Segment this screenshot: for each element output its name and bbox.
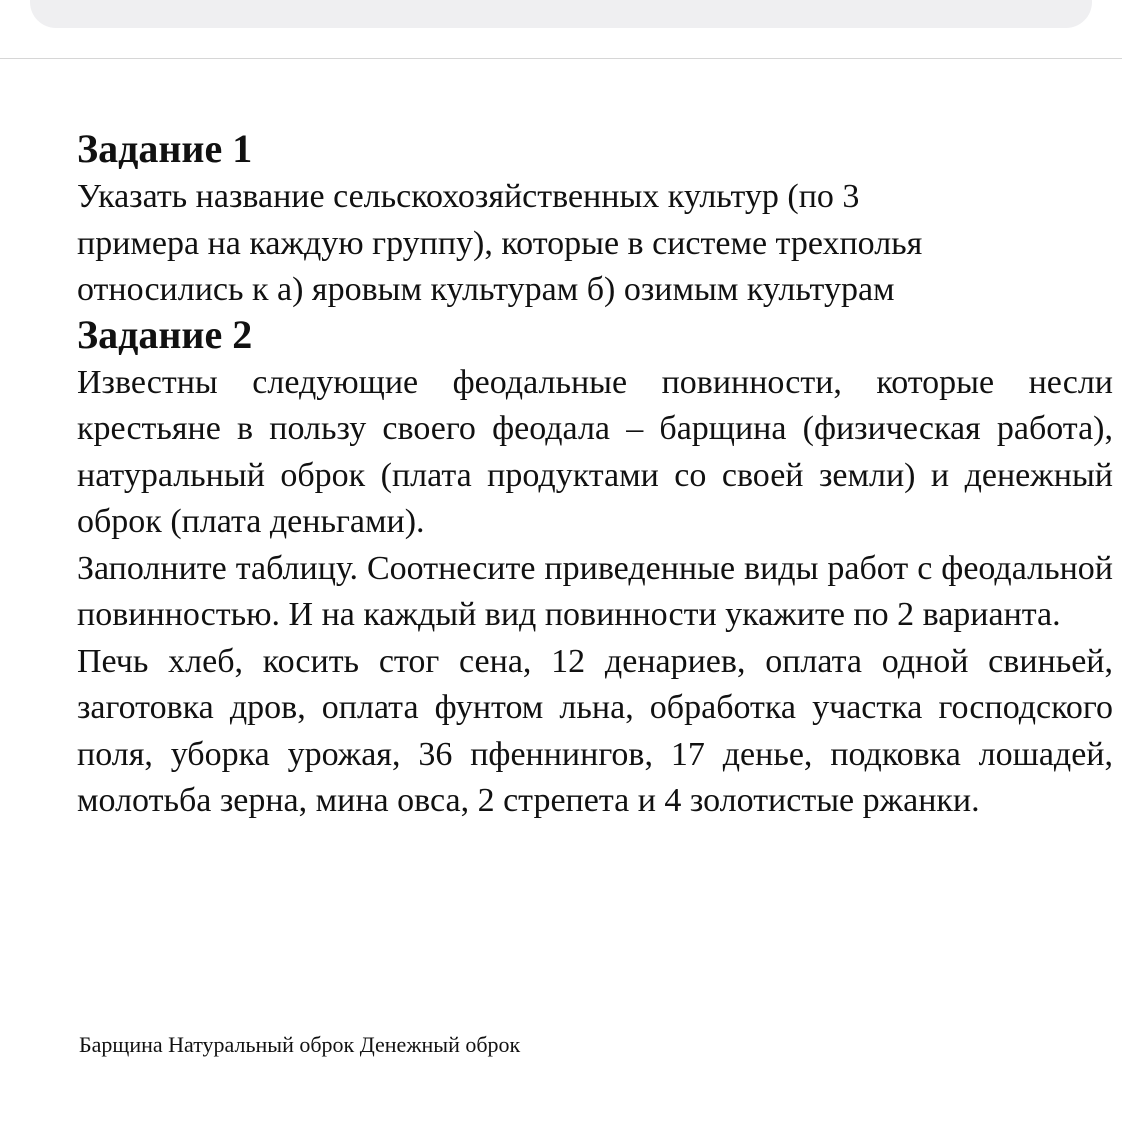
task2-paragraph-work-list: Печь хлеб, косить стог сена, 12 денариев, оплата одной свиньей, заготовка дров, оплата фунтом льна, обработка участка господского поля, уборка урожая, 36 пфеннингов, 17 денье, подковка лошадей, молотьба зерна, мина овса, 2 стрепета и 4 золотистые ржанки.: [77, 642, 1113, 819]
top-toolbar: [30, 0, 1092, 28]
task1-line-2: примера на каждую группу), которые в системе трехполья: [77, 224, 923, 262]
task1-heading: Задание 1: [77, 126, 253, 171]
document-content: [77, 124, 1113, 825]
task1-line-3: относились к а) яровым культурам б) озимым культурам: [77, 271, 895, 308]
task1-line-1: Указать название сельскохозяйственных культур (по 3: [77, 178, 860, 215]
task2-paragraph-duties: Известны следующие феодальные повинности, которые несли крестьяне в пользу своего феодала – барщина (физическая работа), натуральный оброк (плата продуктами со своей земли) и денежный оброк (плата деньгами).: [77, 363, 1113, 540]
task2-paragraph-instructions: Заполните таблицу. Соотнесите приведенные виды работ с феодальной повинностью. И на каждый вид повинности укажите по 2 варианта.: [77, 549, 1113, 633]
top-divider: [0, 58, 1122, 59]
task2-heading: Задание 2: [77, 311, 253, 357]
table-header-row: Барщина Натуральный оброк Денежный оброк: [79, 1032, 521, 1057]
